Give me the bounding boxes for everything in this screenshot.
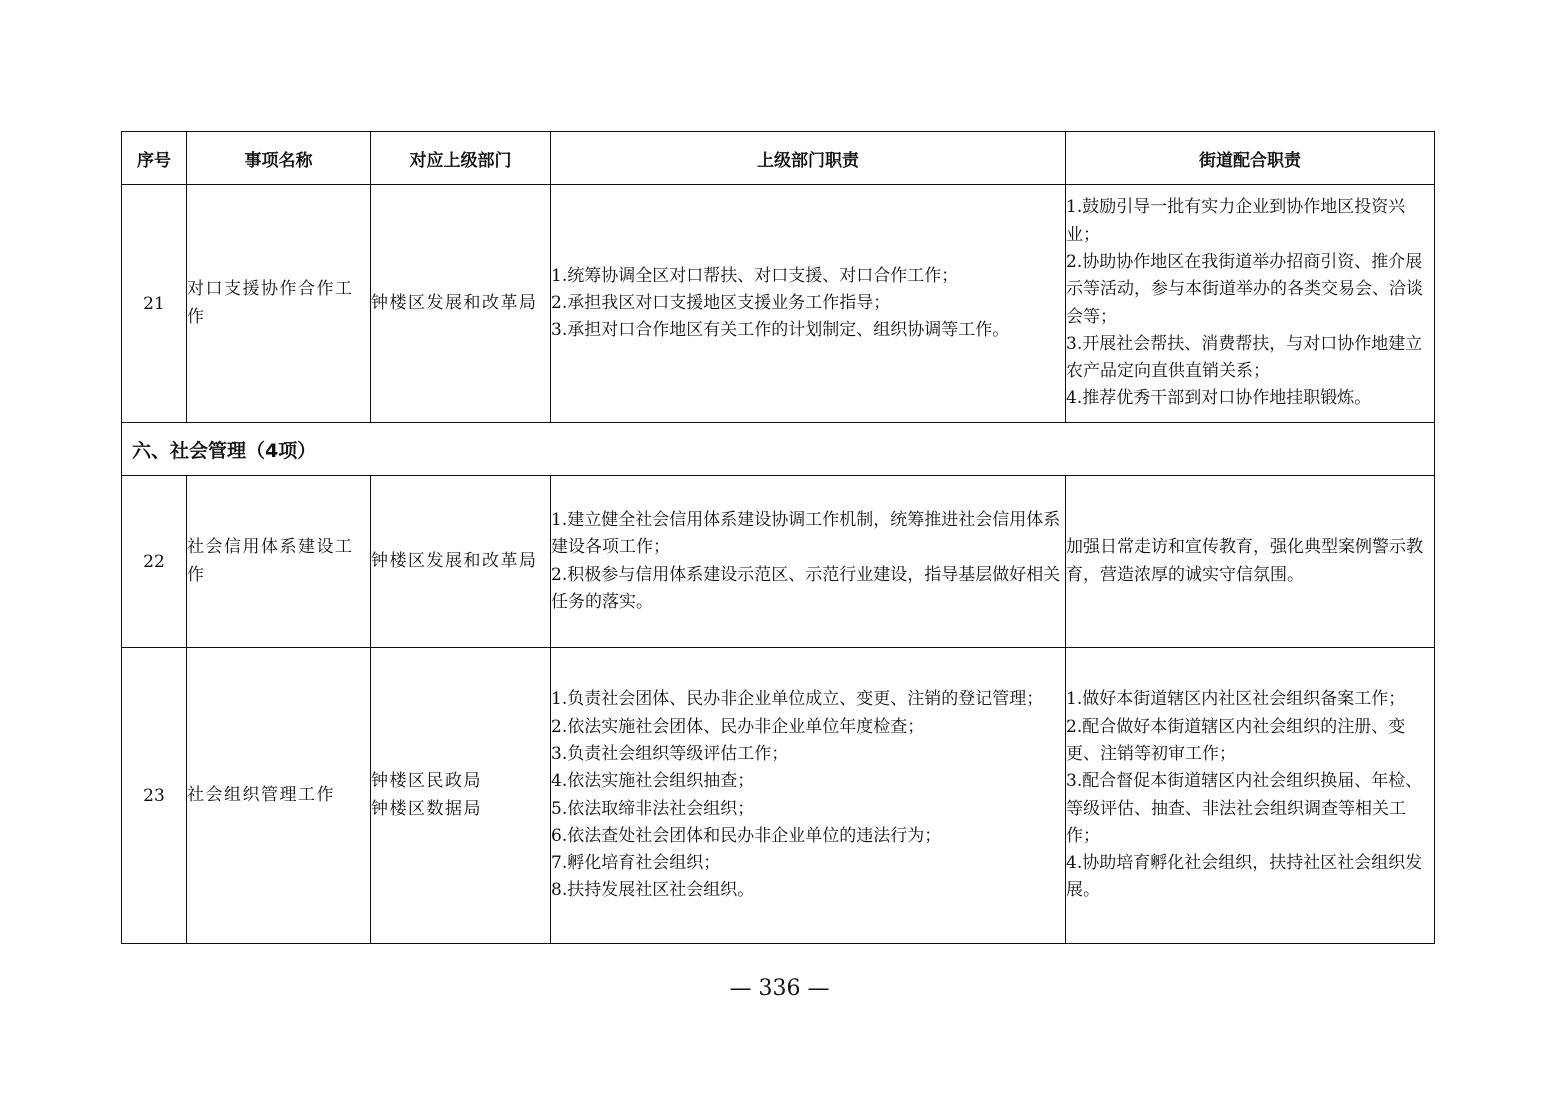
duty-list-item: 1.负责社会团体、民办非企业单位成立、变更、注销的登记管理； bbox=[551, 689, 1044, 710]
header-superior-dept: 对应上级部门 bbox=[371, 132, 551, 185]
page-number: — 336 — bbox=[729, 976, 830, 1001]
duty-list-item: 3.承担对口合作地区有关工作的计划制定、组织协调等工作。 bbox=[551, 320, 1010, 341]
row-index: 22 bbox=[122, 476, 187, 648]
row-dept-duties bbox=[551, 648, 1066, 944]
duty-list-item: 5.依法取缔非法社会组织； bbox=[551, 798, 755, 819]
duty-table bbox=[121, 131, 1435, 944]
duty-list-item: 3.开展社会帮扶、消费帮扶，与对口协作地建立农产品定向直供直销关系； bbox=[1066, 333, 1423, 382]
table-section bbox=[122, 423, 1435, 476]
table-row bbox=[122, 185, 1435, 423]
section-row bbox=[122, 423, 1435, 476]
table-body-before bbox=[122, 185, 1435, 423]
street-duty-list bbox=[1066, 194, 1434, 412]
row-superior-dept: 钟楼区发展和改革局 bbox=[371, 476, 551, 648]
duty-list-item: 1.鼓励引导一批有实力企业到协作地区投资兴业； bbox=[1066, 197, 1406, 245]
duty-list-item: 6.依法查处社会团体和民办非企业单位的违法行为； bbox=[551, 825, 942, 846]
table-body-after bbox=[122, 476, 1435, 944]
duty-list-item: 2.承担我区对口支援地区支援业务工作指导； bbox=[551, 292, 891, 313]
duty-list-item: 4.协助培育孵化社会组织，扶持社区社会组织发展。 bbox=[1066, 853, 1423, 901]
duty-list-item: 2.积极参与信用体系建设示范区、示范行业建设，指导基层做好相关任务的落实。 bbox=[551, 564, 1061, 612]
table-row bbox=[122, 648, 1435, 944]
duty-list-item: 2.配合做好本街道辖区内社会组织的注册、变更、注销等初审工作； bbox=[1066, 716, 1406, 764]
header-dept-duties: 上级部门职责 bbox=[551, 132, 1066, 185]
duty-list-item: 4.依法实施社会组织抽查； bbox=[551, 771, 755, 792]
duty-list-item: 1.建立健全社会信用体系建设协调工作机制，统筹推进社会信用体系建设各项工作； bbox=[551, 509, 1061, 558]
duty-list-item: 4.推荐优秀干部到对口协作地挂职锻炼。 bbox=[1066, 388, 1372, 409]
duty-list-item: 7.孵化培育社会组织； bbox=[551, 853, 721, 874]
header-index: 序号 bbox=[122, 132, 187, 185]
row-superior-dept: 钟楼区民政局 钟楼区数据局 bbox=[371, 648, 551, 944]
section-title: 六、社会管理（4项） bbox=[122, 423, 1435, 476]
duty-list-item: 1.做好本街道辖区内社区社会组织备案工作； bbox=[1066, 689, 1406, 710]
table-row bbox=[122, 476, 1435, 648]
row-item-name: 对口支援协作合作工作 bbox=[187, 185, 371, 423]
header-item-name: 事项名称 bbox=[187, 132, 371, 185]
row-index: 21 bbox=[122, 185, 187, 423]
table-header-row bbox=[122, 132, 1435, 185]
dept-duty-list bbox=[551, 263, 1065, 345]
street-duty-list bbox=[1066, 686, 1434, 904]
duty-list-item: 1.统筹协调全区对口帮扶、对口支援、对口合作工作； bbox=[551, 265, 959, 286]
row-superior-dept: 钟楼区发展和改革局 bbox=[371, 185, 551, 423]
row-item-name: 社会信用体系建设工作 bbox=[187, 476, 371, 648]
dept-duty-list bbox=[551, 686, 1065, 904]
duty-list-item: 8.扶持发展社区社会组织。 bbox=[551, 880, 755, 901]
row-street-duties bbox=[1066, 476, 1435, 648]
street-duty-list bbox=[1066, 534, 1434, 589]
row-dept-duties bbox=[551, 185, 1066, 423]
row-index: 23 bbox=[122, 648, 187, 944]
row-item-name: 社会组织管理工作 bbox=[187, 648, 371, 944]
duty-list-item: 加强日常走访和宣传教育，强化典型案例警示教育，营造浓厚的诚实守信氛围。 bbox=[1066, 537, 1423, 585]
row-street-duties bbox=[1066, 185, 1435, 423]
header-street-duties: 街道配合职责 bbox=[1066, 132, 1435, 185]
duty-list-item: 2.依法实施社会团体、民办非企业单位年度检查； bbox=[551, 716, 925, 737]
duty-list-item: 3.负责社会组织等级评估工作； bbox=[551, 743, 789, 764]
row-dept-duties bbox=[551, 476, 1066, 648]
duty-list-item: 2.协助协作地区在我街道举办招商引资、推介展示等活动，参与本街道举办的各类交易会、洽谈会等； bbox=[1066, 251, 1423, 327]
row-street-duties bbox=[1066, 648, 1435, 944]
dept-duty-list bbox=[551, 507, 1065, 616]
duty-list-item: 3.配合督促本街道辖区内社会组织换届、年检、等级评估、抽查、非法社会组织调查等相关工作； bbox=[1066, 771, 1423, 846]
